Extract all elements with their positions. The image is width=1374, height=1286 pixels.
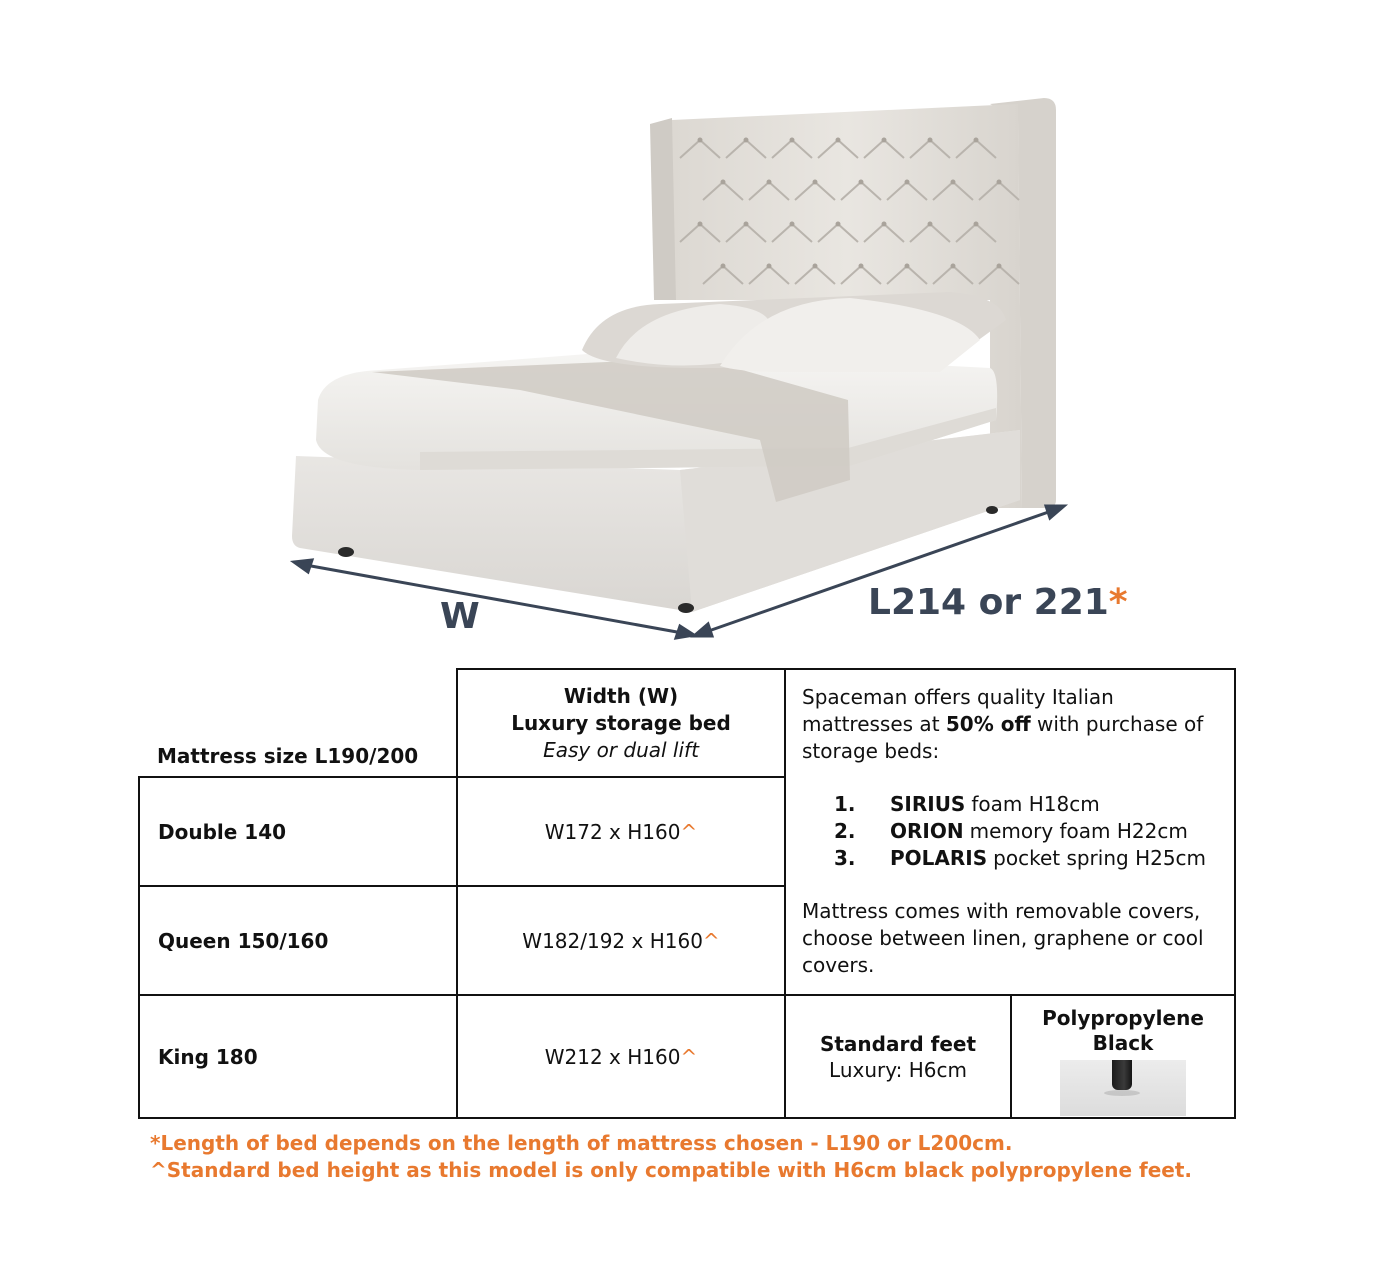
width-header-line2: Luxury storage bed: [511, 710, 731, 735]
size-cell-king: King 180: [138, 994, 458, 1119]
width-value-king: W212 x H160: [544, 1044, 681, 1069]
list-item: [802, 845, 1218, 872]
mattress-desc: pocket spring H25cm: [993, 846, 1207, 870]
mattress-list: [802, 791, 1218, 872]
standard-feet-title: Standard feet: [819, 1031, 977, 1056]
tuft-button: [790, 138, 795, 143]
tuft-button: [928, 222, 933, 227]
tuft-button: [836, 138, 841, 143]
caret-marker: ^: [702, 928, 720, 953]
footnote-height: ^Standard bed height as this model is only compatible with H6cm black polypropylene feet.: [150, 1158, 1192, 1182]
tuft-button: [721, 264, 726, 269]
tuft-button: [859, 264, 864, 269]
tuft-button: [997, 264, 1002, 269]
tuft-button: [905, 264, 910, 269]
list-item: [802, 818, 1218, 845]
polypropylene-feet-cell: [1010, 994, 1236, 1119]
mattress-size-header: Mattress size L190/200: [157, 744, 419, 768]
tuft-button: [882, 222, 887, 227]
width-header-line1: Width (W): [563, 683, 679, 708]
mattress-name: ORION: [890, 819, 964, 843]
width-header-line3: Easy or dual lift: [543, 737, 699, 762]
mattress-desc: memory foam H22cm: [969, 819, 1188, 843]
tuft-button: [790, 222, 795, 227]
width-cell-king: [456, 994, 786, 1119]
list-number: 3.: [834, 846, 856, 870]
black-foot-image: [1060, 1060, 1186, 1116]
tuft-button: [698, 138, 703, 143]
mattress-desc: foam H18cm: [971, 792, 1100, 816]
length-dimension-label: [868, 582, 1128, 623]
tuft-button: [951, 180, 956, 185]
width-value-double: W172 x H160: [544, 819, 681, 844]
offer-intro-text: Spaceman offers quality Italian mattresses at: [802, 685, 1114, 736]
length-asterisk: *: [1108, 582, 1128, 623]
tuft-button: [905, 180, 910, 185]
tuft-button: [997, 180, 1002, 185]
caret-marker: ^: [680, 819, 698, 844]
tuft-button: [951, 264, 956, 269]
tuft-button: [974, 138, 979, 143]
covers-text: Mattress comes with removable covers, choose between linen, graphene or cool covers.: [802, 899, 1204, 977]
tuft-button: [721, 180, 726, 185]
tuft-button: [698, 222, 703, 227]
mattress-offer-info: [784, 668, 1236, 996]
tuft-button: [767, 264, 772, 269]
tuft-button: [882, 138, 887, 143]
offer-intro-text-end: with purchase of storage beds:: [802, 712, 1204, 763]
tuft-button: [767, 180, 772, 185]
mattress-name: POLARIS: [890, 846, 988, 870]
pp-feet-title-1: Polypropylene: [1042, 1006, 1204, 1030]
tuft-button: [928, 138, 933, 143]
standard-feet-cell: [784, 994, 1012, 1119]
size-cell-double: Double 140: [138, 776, 458, 887]
width-value-queen: W182/192 x H160: [522, 928, 703, 953]
tuft-button: [836, 222, 841, 227]
pp-feet-title-2: Black: [1092, 1031, 1154, 1055]
length-dimension-value: L214 or 221: [868, 582, 1109, 623]
tuft-button: [859, 180, 864, 185]
tuft-button: [744, 138, 749, 143]
width-cell-queen: [456, 885, 786, 996]
standard-feet-value: Luxury: H6cm: [829, 1057, 967, 1082]
list-number: 2.: [834, 819, 856, 843]
tuft-button: [813, 264, 818, 269]
caret-marker: ^: [680, 1044, 698, 1069]
width-column-header: [456, 668, 786, 778]
offer-discount: 50% off: [945, 712, 1031, 736]
mattress-name: SIRIUS: [890, 792, 966, 816]
size-cell-queen: Queen 150/160: [138, 885, 458, 996]
footnote-length: *Length of bed depends on the length of mattress chosen - L190 or L200cm.: [150, 1131, 1013, 1155]
width-cell-double: [456, 776, 786, 887]
pillows: [582, 292, 1006, 372]
list-number: 1.: [834, 792, 856, 816]
tuft-button: [813, 180, 818, 185]
width-dimension-label: W: [440, 596, 480, 637]
offer-intro: [802, 684, 1218, 765]
tuft-button: [974, 222, 979, 227]
tuft-button: [744, 222, 749, 227]
list-item: [802, 791, 1218, 818]
